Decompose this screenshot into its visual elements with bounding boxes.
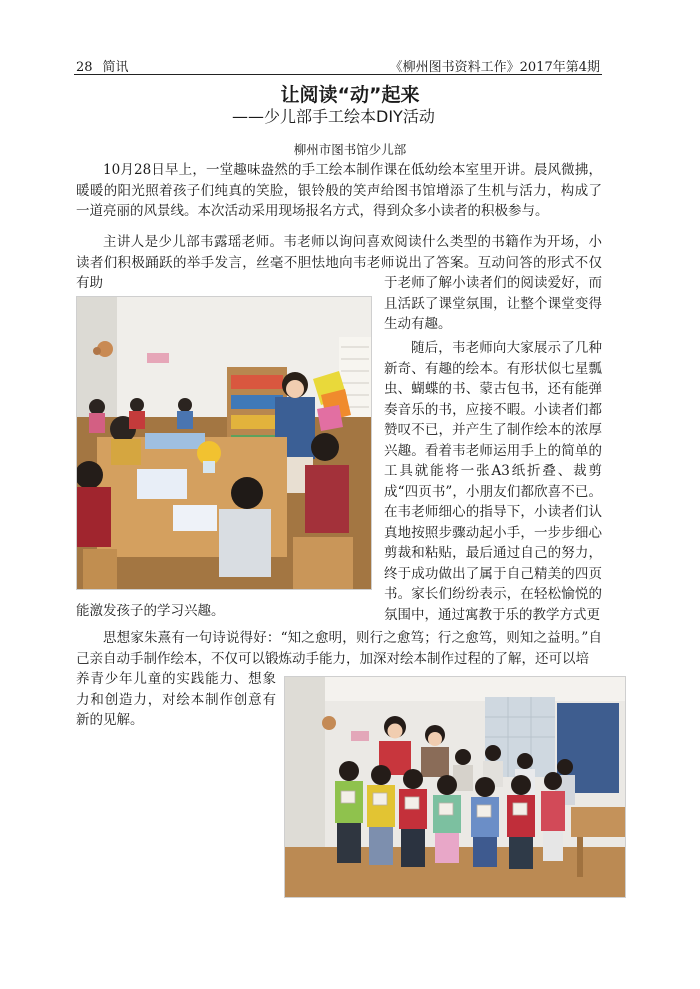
paragraph-4-continued: 养青少年儿童的实践能力、想象力和创造力，对绘本制作创意有新的见解。 [76,671,276,728]
section-label: 简讯 [102,60,129,75]
paragraph-3-end: 能激发孩子的学习兴趣。 [76,603,225,619]
paragraph-3: 随后，韦老师向大家展示了几种新奇、有趣的绘本。有形状似七星瓢虫、蝴蝶的书、蒙古包书，还有能弹奏音乐的书，应接不暇。小读者们都赞叹不已，并产生了制作绘本的浓厚兴趣。看着韦老师运用手上的简单的工具就能将一张A3纸折叠、裁剪成“四页书”，小朋友们都欣喜不已。在韦老师细心的指导下，小读者们认真地按照步骤动起小手，一步步细心剪裁和粘贴，最后通过自己的努力，终于成功做出了属于自己精美的四页书。家长们纷纷表示，在轻松愉悦的氛围中，通过寓教于乐的教学方式更 [384,340,602,623]
classroom-photo [76,296,372,590]
article-subtitle: ——少儿部手工绘本DIY活动 [232,107,435,126]
group-photo [284,676,626,898]
classroom-photo-image [77,297,371,589]
paragraph-1: 10月28日早上，一堂趣味盎然的手工绘本制作课在低幼绘本室里开讲。晨风微拂，暖暖的阳光照着孩子们纯真的笑脸，银铃般的笑声给图书馆增添了生机与活力，构成了一道亮丽的风景线。本次活动采用现场报名方式，得到众多小读者的积极参与。 [76,162,602,219]
publication-title: 《柳州图书资料工作》2017年第4期 [389,60,600,75]
paragraph-4: 思想家朱熹有一句诗说得好：“知之愈明，则行之愈笃；行之愈笃，则知之益明。”自己亲自动手制作绘本，不仅可以锻炼动手能力，加深对绘本制作过程的了解，还可以培 [76,630,602,667]
paragraph-2: 主讲人是少儿部韦露瑶老师。韦老师以询问喜欢阅读什么类型的书籍作为开场，小读者们积极踊跃的举手发言，丝毫不胆怯地向韦老师说出了答案。互动问答的形式不仅有助 [76,234,602,291]
article-title: 让阅读“动”起来 [280,84,420,106]
paragraph-2-continued: 于老师了解小读者们的阅读爱好，而且活跃了课堂氛围，让整个课堂变得生动有趣。 [384,275,602,332]
page-header-left [76,56,129,75]
article-author: 柳州市图书馆少儿部 [293,142,407,157]
header-rule [74,74,602,75]
page-number: 28 [76,60,93,75]
group-photo-image [285,677,625,897]
